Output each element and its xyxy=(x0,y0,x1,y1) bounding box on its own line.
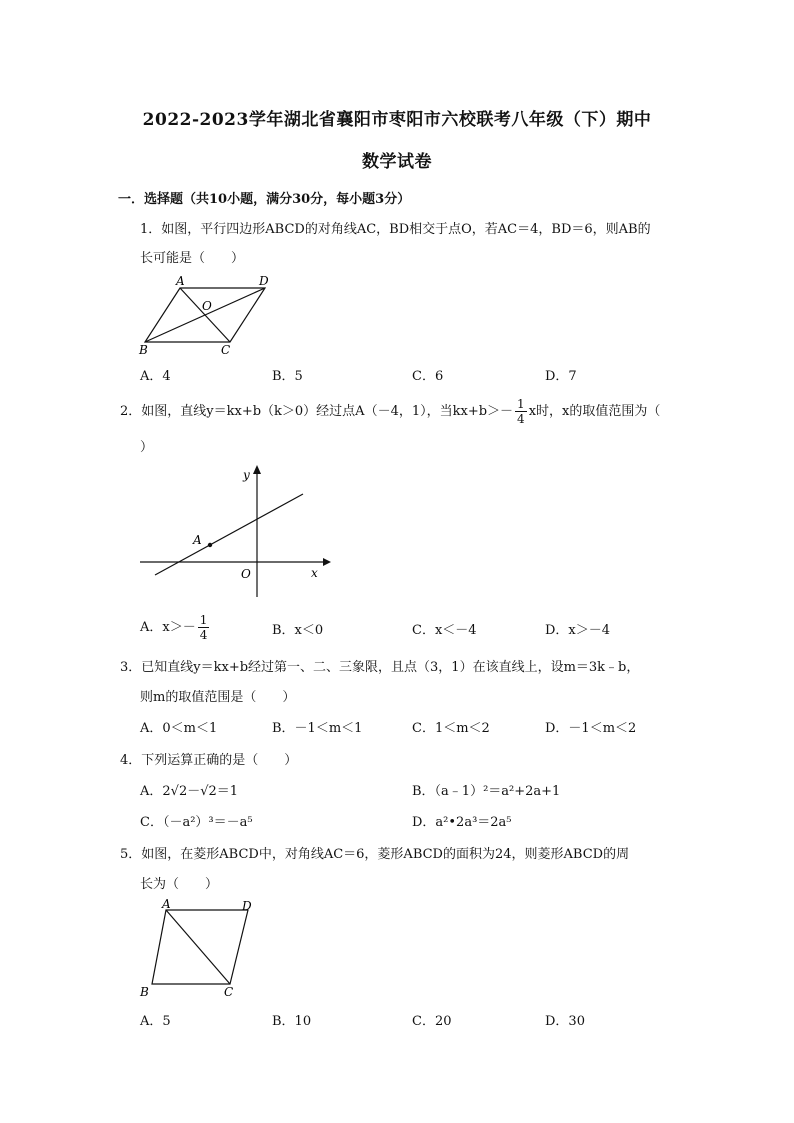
q1-label-c: C xyxy=(221,343,231,356)
q3-stem-line2: 则m的取值范围是（ ） xyxy=(140,690,296,705)
q2-stem-line2: ） xyxy=(140,440,154,455)
q1-label-b: B xyxy=(139,343,148,356)
q2-label-y: y xyxy=(243,468,250,482)
q2-option-a-fraction xyxy=(198,613,210,642)
q1-parallelogram-figure xyxy=(130,272,290,356)
q3-option-c[interactable]: C．1＜m＜2 xyxy=(412,721,490,736)
q2-label-o: O xyxy=(241,567,251,581)
q5-stem-line1: 5．如图，在菱形ABCD中，对角线AC＝6，菱形ABCD的面积为24，则菱形ABCD的周 xyxy=(120,847,630,862)
q2-option-c[interactable]: C．x＜－4 xyxy=(412,623,477,638)
q2-option-a-denominator: 4 xyxy=(199,628,208,642)
q2-stem-part1: 2．如图，直线y＝kx+b（k＞0）经过点A（－4，1），当kx+b＞－ xyxy=(120,404,514,419)
q5-label-d: D xyxy=(242,899,252,913)
q3-option-b[interactable]: B．－1＜m＜1 xyxy=(272,721,363,736)
q5-option-d[interactable]: D．30 xyxy=(545,1014,585,1029)
q1-option-c[interactable]: C．6 xyxy=(412,369,444,384)
q5-rhombus-figure xyxy=(132,897,262,1001)
q4-option-b[interactable]: B．（a﹣1）²＝a²+2a+1 xyxy=(412,784,561,799)
q1-label-a: A xyxy=(176,274,185,288)
section-heading: 一．选择题（共10小题，满分30分，每小题3分） xyxy=(118,192,411,207)
q5-option-b[interactable]: B．10 xyxy=(272,1014,312,1029)
q4-option-c[interactable]: C．（－a²）³＝－a⁵ xyxy=(140,815,253,830)
q2-frac-denominator: 4 xyxy=(517,412,525,426)
exam-title-line1: 2022-2023学年湖北省襄阳市枣阳市六校联考八年级（下）期中 xyxy=(142,110,652,130)
q2-label-x: x xyxy=(311,566,318,580)
q1-stem-line2: 长可能是（ ） xyxy=(140,251,245,266)
q2-stem-line1 xyxy=(120,397,660,426)
q2-option-d[interactable]: D．x＞－4 xyxy=(545,623,611,638)
q5-label-c: C xyxy=(224,985,234,999)
q2-option-a[interactable] xyxy=(140,613,211,642)
q1-label-o: O xyxy=(202,299,212,313)
q1-option-a[interactable]: A．4 xyxy=(140,369,171,384)
q2-option-a-text: A．x＞－ xyxy=(140,620,196,635)
q2-option-a-numerator: 1 xyxy=(199,613,208,627)
q1-label-d: D xyxy=(259,274,269,288)
q1-stem-line1: 1．如图，平行四边形ABCD的对角线AC，BD相交于点O，若AC＝4，BD＝6，则AB的 xyxy=(140,222,651,237)
q2-stem-part2: x时，x的取值范围为（ xyxy=(528,404,661,419)
q5-option-c[interactable]: C．20 xyxy=(412,1014,452,1029)
q5-stem-line2: 长为（ ） xyxy=(140,877,219,892)
q4-option-d[interactable]: D．a²•2a³＝2a⁵ xyxy=(412,815,512,830)
q3-option-d[interactable]: D．－1＜m＜2 xyxy=(545,721,637,736)
q3-stem-line1: 3．已知直线y＝kx+b经过第一、二、三象限，且点（3，1）在该直线上，设m＝3k﹣b， xyxy=(120,660,640,675)
q2-graph-figure xyxy=(135,462,335,602)
exam-title-line2: 数学试卷 xyxy=(362,152,432,172)
q4-stem-line1: 4．下列运算正确的是（ ） xyxy=(120,753,298,768)
q1-option-b[interactable]: B．5 xyxy=(272,369,303,384)
q3-option-a[interactable]: A．0＜m＜1 xyxy=(140,721,218,736)
q5-label-b: B xyxy=(140,985,149,999)
q5-option-a[interactable]: A．5 xyxy=(140,1014,171,1029)
q2-stem-fraction xyxy=(515,397,527,426)
q2-frac-numerator: 1 xyxy=(517,397,525,411)
q5-label-a: A xyxy=(162,897,171,911)
q2-option-b[interactable]: B．x＜0 xyxy=(272,623,324,638)
q4-option-a[interactable]: A．2√2－√2＝1 xyxy=(140,784,239,799)
q2-label-a: A xyxy=(193,533,202,547)
q1-option-d[interactable]: D．7 xyxy=(545,369,577,384)
